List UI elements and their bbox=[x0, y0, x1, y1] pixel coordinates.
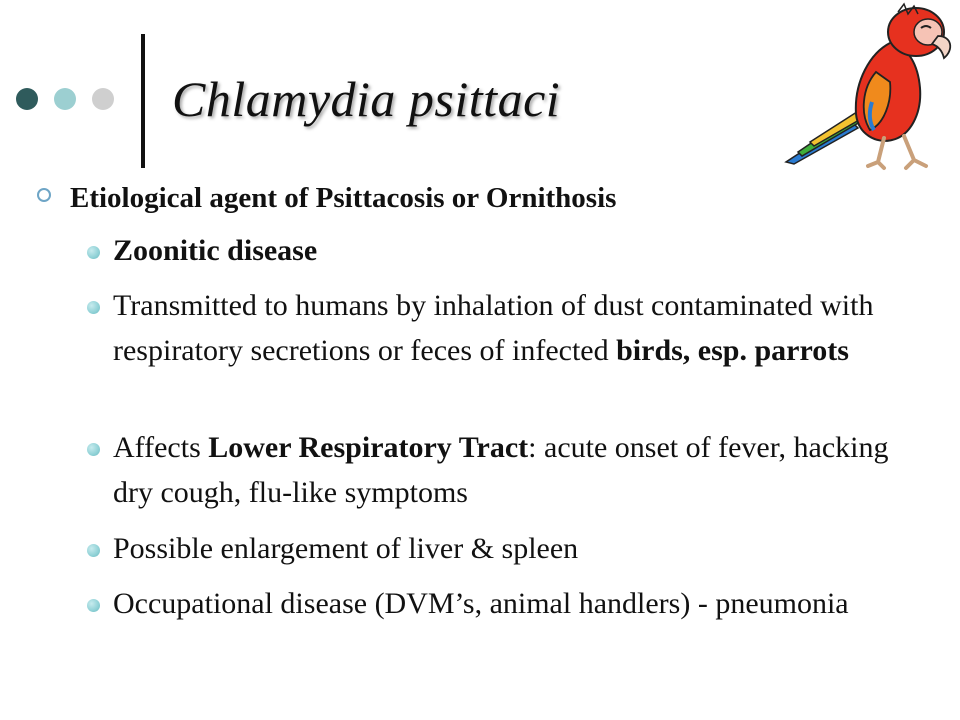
level1-text: Etiological agent of Psittacosis or Ornithosis bbox=[70, 182, 617, 214]
dot-bullet-icon bbox=[87, 544, 100, 557]
bullet-5 bbox=[113, 581, 893, 626]
dot-mid-icon bbox=[54, 88, 76, 110]
bullet-text: Transmitted to humans by inhalation of dust contaminated with respiratory secretions or feces of infected bbox=[113, 289, 874, 367]
slide-title: Chlamydia psittaci bbox=[172, 71, 561, 127]
bullet-bold-text: birds, esp. parrots bbox=[616, 334, 849, 367]
bullet-text: Affects bbox=[113, 431, 209, 464]
dot-bullet-icon bbox=[87, 599, 100, 612]
ring-bullet-icon bbox=[37, 188, 51, 202]
bullet-2 bbox=[113, 283, 893, 373]
dot-dark-icon bbox=[16, 88, 38, 110]
bullet-bold-text: Lower Respiratory Tract bbox=[208, 431, 529, 464]
decorative-dots bbox=[16, 88, 114, 110]
bullet-bold-text: Zoonitic disease bbox=[113, 234, 318, 267]
dot-bullet-icon bbox=[87, 301, 100, 314]
dot-light-icon bbox=[92, 88, 114, 110]
title-divider bbox=[141, 34, 145, 168]
bullet-3 bbox=[113, 425, 893, 515]
bullet-text: : acute onset of fever, hacking dry cough, flu-like symptoms bbox=[113, 431, 889, 509]
dot-bullet-icon bbox=[87, 443, 100, 456]
bullet-4 bbox=[113, 526, 893, 571]
parrot-illustration bbox=[780, 2, 956, 178]
bullet-1 bbox=[113, 228, 893, 273]
bullet-text: Possible enlargement of liver & spleen bbox=[113, 532, 579, 565]
bullet-text: Occupational disease (DVM’s, animal handlers) - pneumonia bbox=[113, 587, 849, 620]
dot-bullet-icon bbox=[87, 246, 100, 259]
